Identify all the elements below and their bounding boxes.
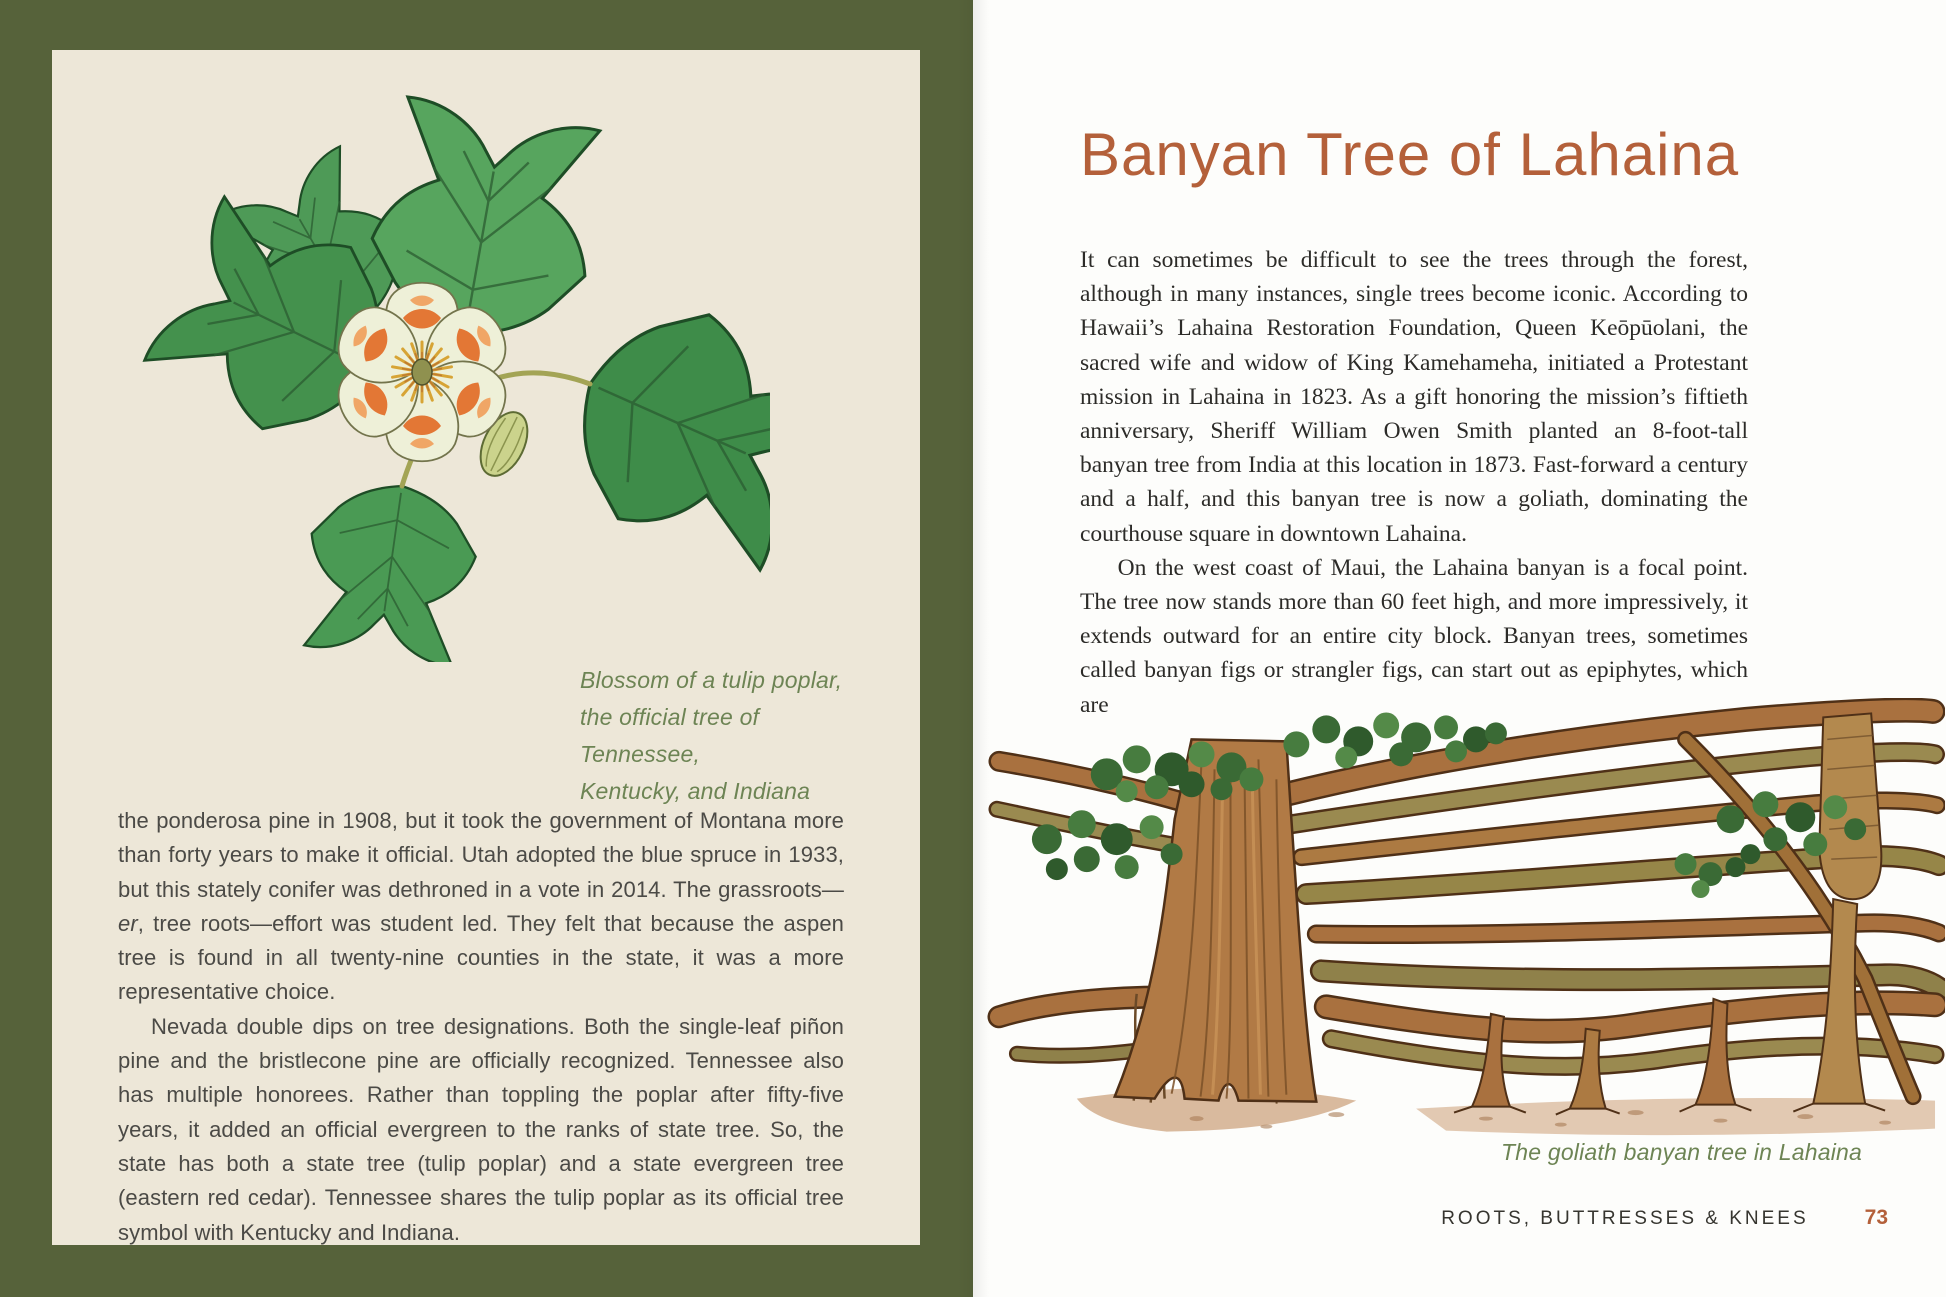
caption-line: Kentucky, and Indiana: [580, 778, 811, 804]
left-body-text: [118, 804, 844, 1250]
banyan-caption: The goliath banyan tree in Lahaina: [1501, 1139, 1863, 1165]
body-paragraph: Nevada double dips on tree designations. Both the single-leaf piñon pine and the bristlecone pine are officially recognized. Tennessee also has multiple honorees. Rather than toppling the poplar after fifty-five years, it added an official evergreen to the ranks of state tree. So, the state has both a state tree (tulip poplar) and a state evergreen tree (eastern red cedar). Tennessee shares the tulip poplar as its official tree symbol with Kentucky and Indiana.: [118, 1013, 844, 1245]
left-page-panel: [52, 50, 920, 1245]
page-number: 73: [1864, 1206, 1888, 1229]
right-page: [973, 0, 1946, 1297]
body-paragraph: the ponderosa pine in 1908, but it took the government of Montana more than forty years to make it official. Utah adopted the blue spruce in 1933, but this stately conifer was dethroned in a vote in 2014. The grassroots—er, tree roots—effort was student led. They felt that because the aspen tree is found in all twenty-nine counties in the state, it was a more representative choice.: [118, 808, 844, 1005]
page-footer: [1441, 1206, 1888, 1230]
tulip-caption: [580, 662, 870, 810]
body-paragraph: It can sometimes be difficult to see the trees through the forest, although in many instances, single trees become iconic. According to Hawaii’s Lahaina Restoration Foundation, Queen Keōpūolani, the sacred wife and widow of King Kamehameha, initiated a Protestant mission in Lahaina in 1823. As a gift honoring the mission’s fiftieth anniversary, Sheriff William Owen Smith planted an 8-foot-tall banyan tree from India at this location in 1873. Fast-forward a century and a half, and this banyan tree is now a goliath, dominating the courthouse square in downtown Lahaina.: [1080, 247, 1748, 547]
caption-line: Blossom of a tulip poplar,: [580, 667, 843, 693]
caption-line: the official tree of Tennessee,: [580, 704, 760, 767]
banyan-tree-illustration: [987, 698, 1945, 1150]
right-body-text: [1080, 243, 1748, 722]
tulip-poplar-illustration: [70, 72, 770, 662]
chapter-title: Banyan Tree of Lahaina: [1080, 121, 1740, 188]
running-head: ROOTS, BUTTRESSES & KNEES: [1441, 1208, 1809, 1229]
body-paragraph: On the west coast of Maui, the Lahaina banyan is a focal point. The tree now stands more than 60 feet high, and more impressively, it extends outward for an entire city block. Banyan trees, sometimes called banyan figs or strangler figs, can start out as epiphytes, which are: [1080, 554, 1748, 718]
